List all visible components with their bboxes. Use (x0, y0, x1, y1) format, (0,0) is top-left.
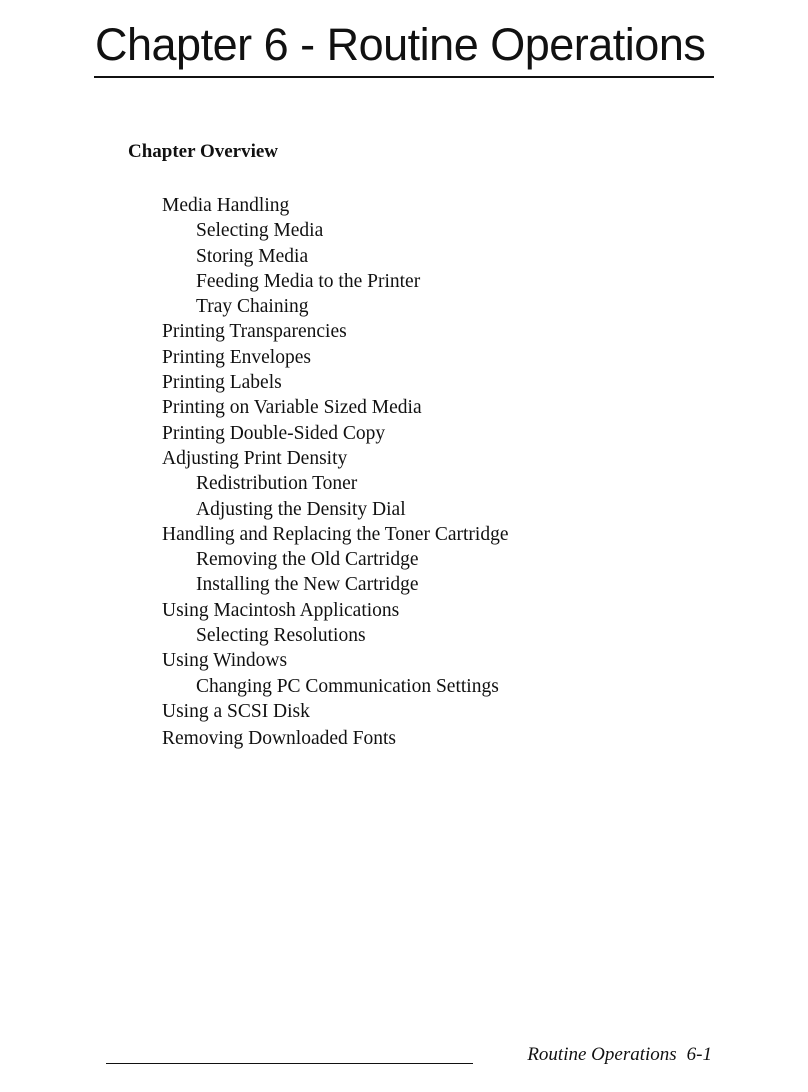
footer-text (527, 1043, 712, 1067)
toc-item: Using a SCSI Disk (162, 700, 310, 722)
toc-subitem: Selecting Resolutions (196, 625, 366, 647)
footer-section-name: Routine Operations (527, 1044, 677, 1065)
toc-item: Printing on Variable Sized Media (162, 397, 422, 419)
toc-subitem: Adjusting the Density Dial (196, 498, 406, 520)
footer-rule (106, 1063, 473, 1064)
toc-item: Media Handling (162, 195, 290, 216)
toc-item: Using Windows (162, 650, 288, 672)
toc-item: Adjusting Print Density (162, 447, 348, 469)
toc-item: Printing Double-Sided Copy (162, 422, 386, 444)
toc-item: Handling and Replacing the Toner Cartridge (162, 523, 509, 545)
chapter-overview-list (162, 193, 508, 752)
title-rule (94, 76, 714, 78)
page-footer (106, 1043, 712, 1069)
toc-item: Printing Envelopes (162, 346, 311, 368)
toc-subitem: Feeding Media to the Printer (196, 270, 421, 292)
toc-item: Removing Downloaded Fonts (162, 728, 396, 750)
toc-subitem: Storing Media (196, 245, 309, 267)
chapter-title: Chapter 6 - Routine Operations (95, 19, 706, 70)
toc-subitem: Changing PC Communication Settings (196, 675, 499, 697)
overview-heading: Chapter Overview (128, 141, 279, 162)
toc-subitem: Tray Chaining (196, 296, 309, 318)
page-number: 6-1 (686, 1044, 712, 1065)
toc-subitem: Removing the Old Cartridge (196, 549, 419, 571)
toc-item: Using Macintosh Applications (162, 599, 400, 621)
toc-subitem: Redistribution Toner (196, 473, 358, 495)
toc-subitem: Selecting Media (196, 220, 324, 242)
toc-item: Printing Transparencies (162, 321, 347, 343)
toc-item: Printing Labels (162, 372, 282, 394)
toc-subitem: Installing the New Cartridge (196, 574, 419, 596)
